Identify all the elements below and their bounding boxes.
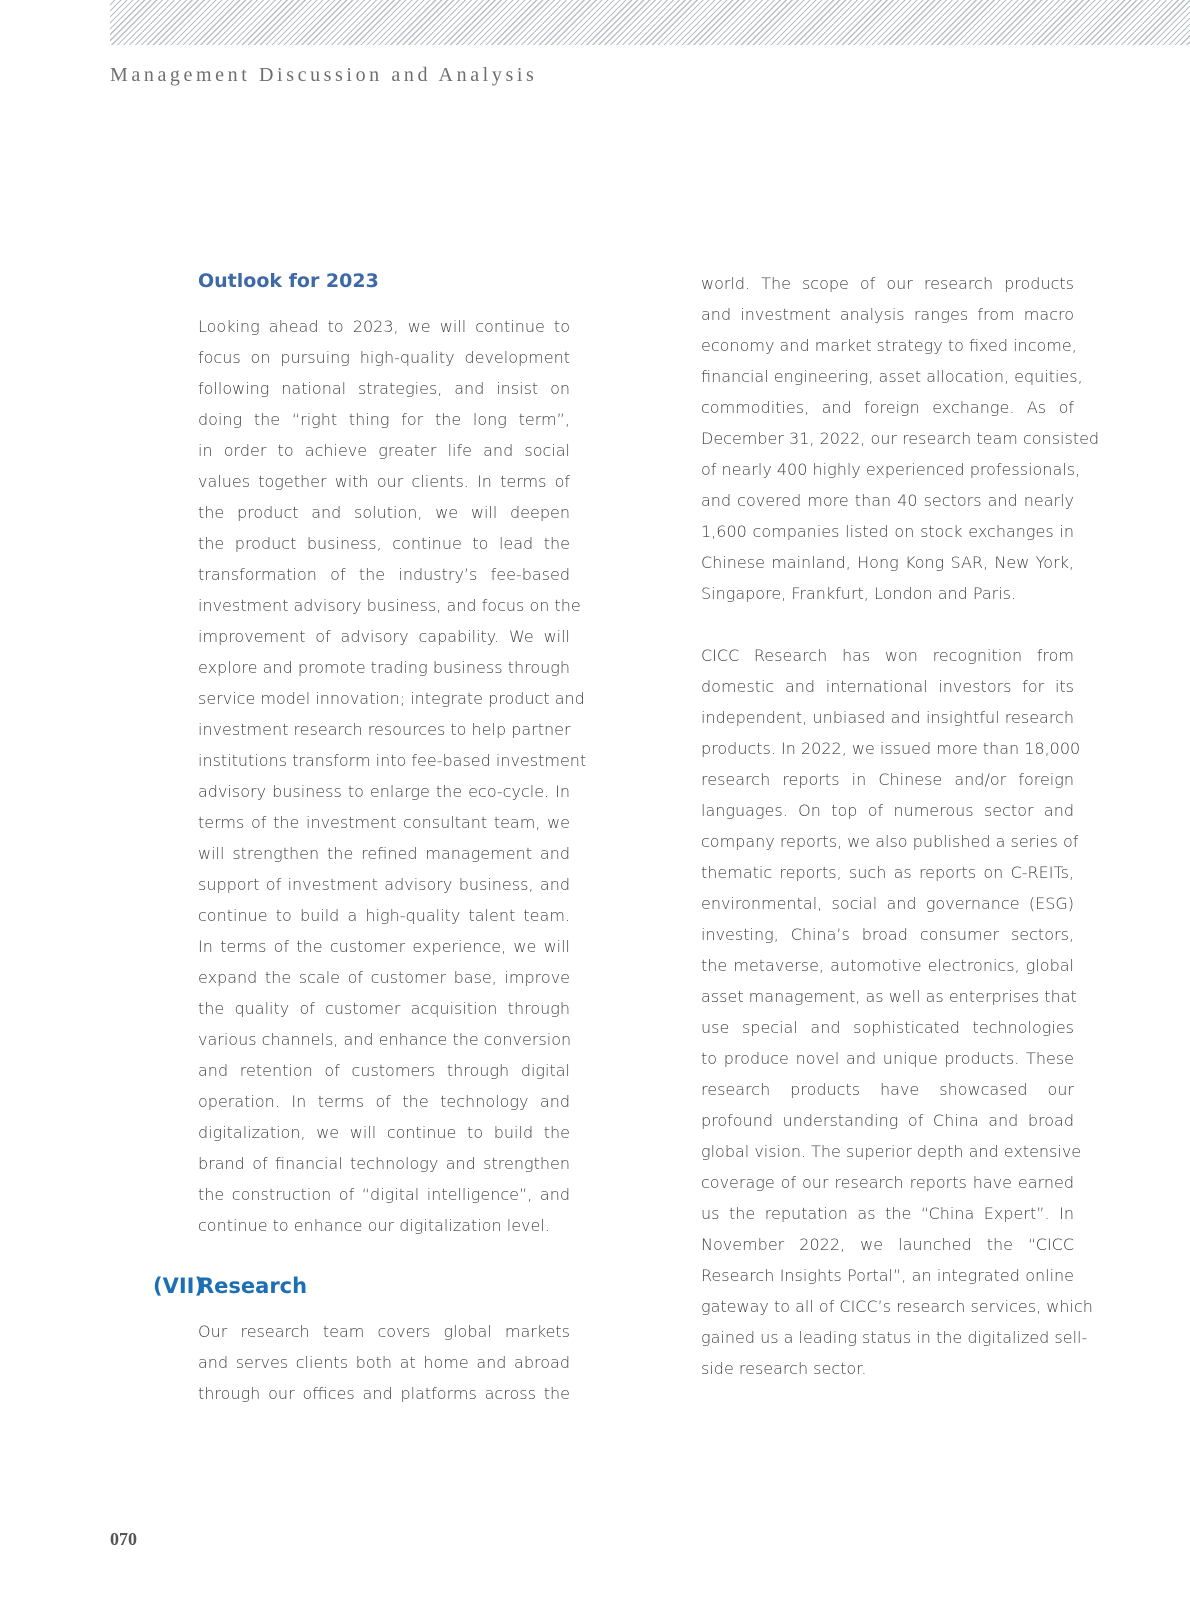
text-line: 1,600 companies listed on stock exchanges in [701,522,1074,541]
research-section-title: Research [198,1274,308,1298]
text-line: side research sector. [701,1359,867,1378]
text-line: continue to enhance our digitalization level. [198,1216,550,1235]
text-line: use special and sophisticated technologies [701,1018,1074,1037]
text-line: will strengthen the refined management and [198,844,570,863]
text-line: of nearly 400 highly experienced professionals, [701,460,1081,479]
text-line: research reports in Chinese and/or foreign [701,770,1074,789]
text-line: and covered more than 40 sectors and nearly [701,491,1074,510]
text-line: the product business, continue to lead the [198,534,570,553]
research-section-number: (VII) [153,1274,205,1298]
text-line: through our offices and platforms across the [198,1384,570,1403]
text-line: coverage of our research reports have earned [701,1173,1074,1192]
text-line: and retention of customers through digital [198,1061,570,1080]
research-heading [153,1274,307,1298]
text-line: support of investment advisory business, and [198,875,570,894]
text-line: November 2022, we launched the “CICC [701,1235,1074,1254]
text-line: following national strategies, and insist on [198,379,570,398]
text-line: company reports, we also published a series of [701,832,1079,851]
decorative-stripe-band [110,0,1190,45]
text-line: digitalization, we will continue to build the [198,1123,570,1142]
text-line: asset management, as well as enterprises that [701,987,1077,1006]
text-line: focus on pursuing high-quality development [198,348,570,367]
text-line: and serves clients both at home and abroad [198,1353,570,1372]
text-line: and investment analysis ranges from macro [701,305,1074,324]
text-line: global vision. The superior depth and extensive [701,1142,1082,1161]
text-line: gained us a leading status in the digitalized sell- [701,1328,1088,1347]
research-intro-paragraph [198,1316,570,1409]
text-line: to produce novel and unique products. These [701,1049,1074,1068]
text-line: Singapore, Frankfurt, London and Paris. [701,584,1017,603]
text-line: brand of financial technology and strengthen [198,1154,570,1173]
text-line: thematic reports, such as reports on C-REITs, [701,863,1074,882]
text-line: explore and promote trading business through [198,658,570,677]
text-line: Chinese mainland, Hong Kong SAR, New York, [701,553,1074,572]
outlook-paragraph [198,311,587,1241]
text-line: advisory business to enlarge the eco-cycle. In [198,782,570,801]
text-line: independent, unbiased and insightful research [701,708,1074,727]
text-line: languages. On top of numerous sector and [701,801,1074,820]
text-line: In terms of the customer experience, we will [198,937,570,956]
text-line: terms of the investment consultant team, we [198,813,570,832]
text-line: world. The scope of our research products [701,274,1074,293]
text-line: financial engineering, asset allocation, equities, [701,367,1083,386]
text-line: December 31, 2022, our research team consisted [701,429,1100,448]
text-line: research products have showcased our [701,1080,1074,1099]
research-scope-paragraph [701,268,1100,609]
text-line: the construction of “digital intelligence”, and [198,1185,570,1204]
text-line: improvement of advisory capability. We will [198,627,570,646]
text-line: Our research team covers global markets [198,1322,570,1341]
text-line: the product and solution, we will deepen [198,503,570,522]
text-line: various channels, and enhance the conversion [198,1030,572,1049]
page-number: 070 [110,1529,137,1549]
text-line: the quality of customer acquisition through [198,999,570,1018]
text-line: transformation of the industry’s fee-based [198,565,570,584]
text-line: Research Insights Portal”, an integrated online [701,1266,1074,1285]
text-line: investment research resources to help partner [198,720,571,739]
text-line: us the reputation as the “China Expert”. In [701,1204,1074,1223]
text-line: profound understanding of China and broad [701,1111,1074,1130]
text-line: continue to build a high-quality talent team. [198,906,570,925]
text-line: the metaverse, automotive electronics, global [701,956,1074,975]
text-line: CICC Research has won recognition from [701,646,1074,665]
section-header: Management Discussion and Analysis [110,64,538,86]
text-line: in order to achieve greater life and social [198,441,570,460]
text-line: institutions transform into fee-based investment [198,751,587,770]
research-recognition-paragraph [701,640,1093,1384]
text-line: investment advisory business, and focus on the [198,596,581,615]
text-line: environmental, social and governance (ESG) [701,894,1074,913]
text-line: gateway to all of CICC’s research services, which [701,1297,1093,1316]
text-line: products. In 2022, we issued more than 18,000 [701,739,1081,758]
text-line: values together with our clients. In terms of [198,472,570,491]
text-line: economy and market strategy to fixed income, [701,336,1077,355]
text-line: doing the “right thing for the long term”, [198,410,570,429]
text-line: Looking ahead to 2023, we will continue to [198,317,570,336]
text-line: investing, China’s broad consumer sectors, [701,925,1074,944]
outlook-heading: Outlook for 2023 [198,270,379,292]
text-line: commodities, and foreign exchange. As of [701,398,1074,417]
text-line: service model innovation; integrate product and [198,689,585,708]
text-line: operation. In terms of the technology and [198,1092,570,1111]
text-line: domestic and international investors for its [701,677,1074,696]
text-line: expand the scale of customer base, improve [198,968,570,987]
